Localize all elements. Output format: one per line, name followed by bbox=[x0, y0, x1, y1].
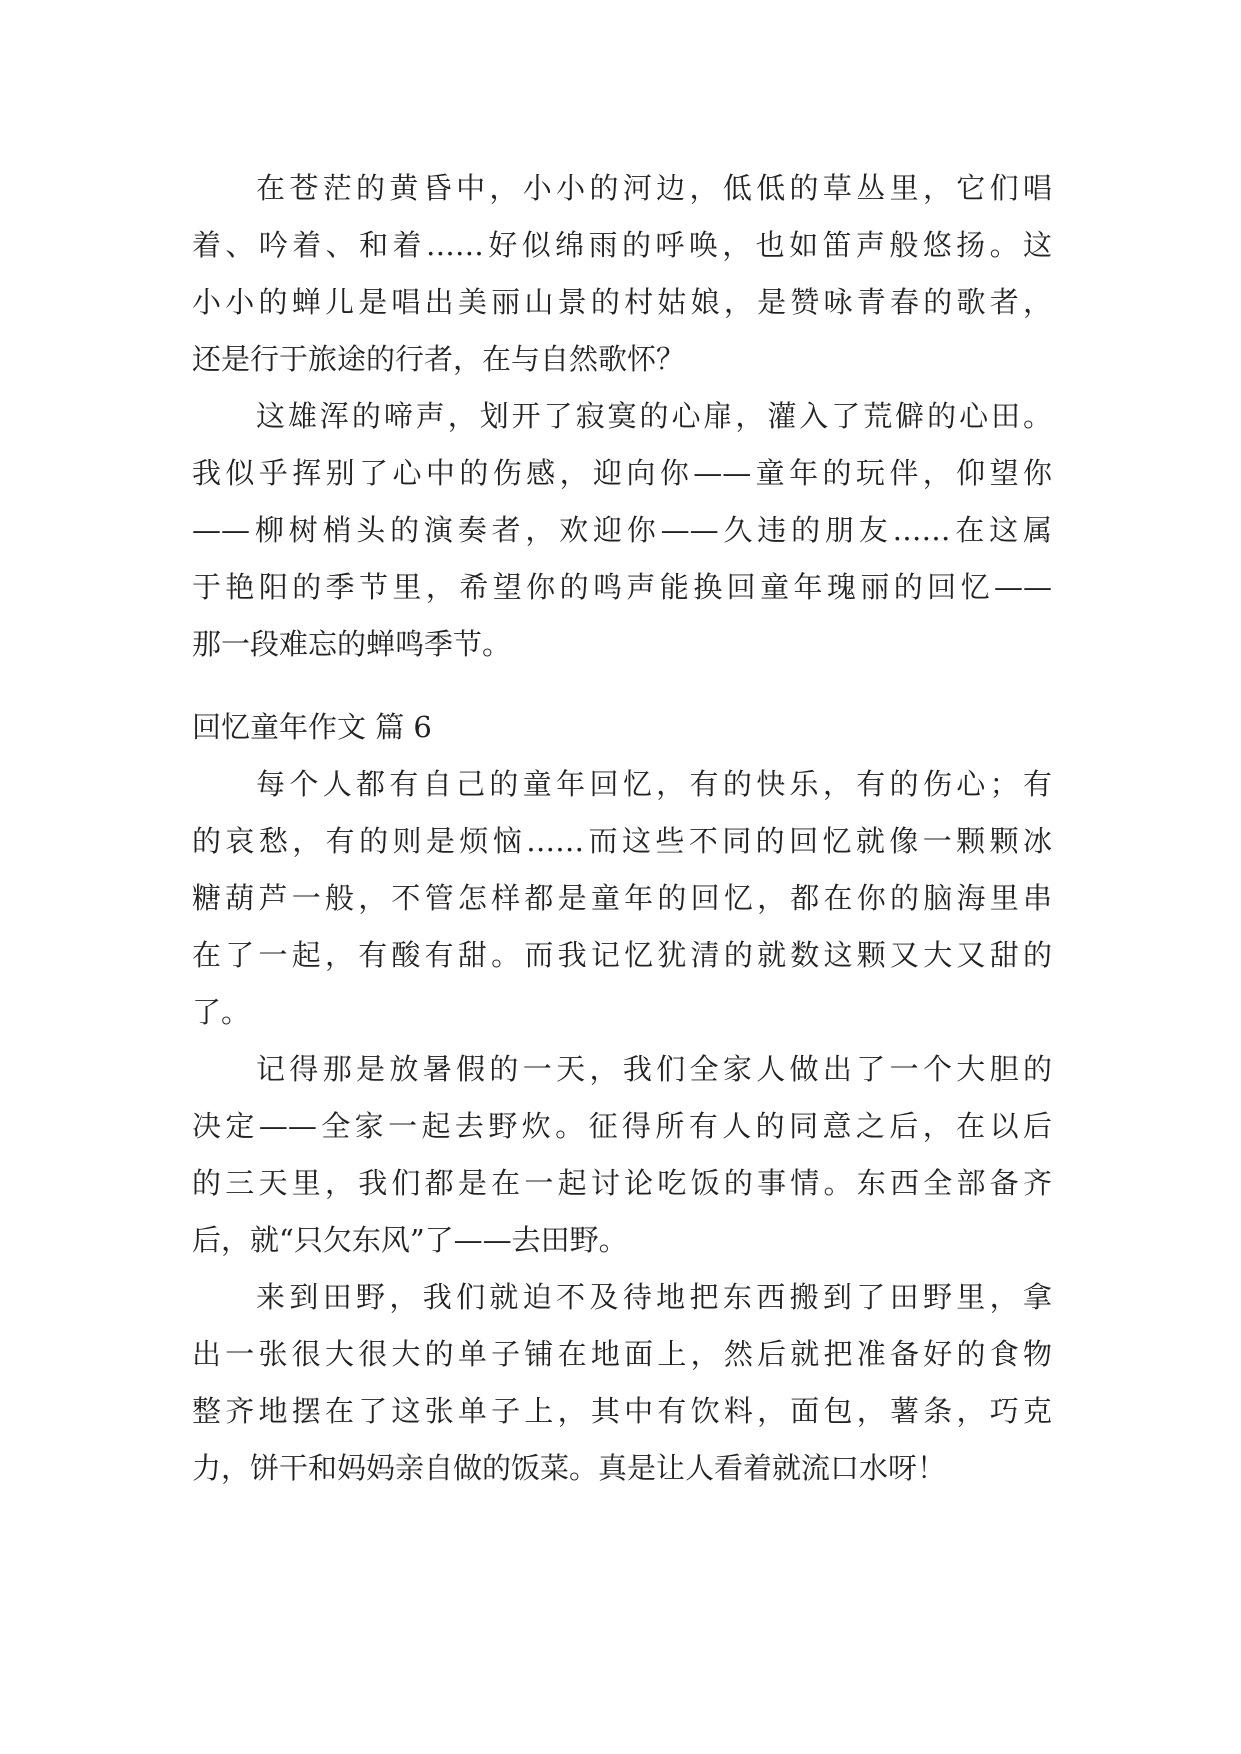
paragraph-line: 还是行于旅途的行者，在与自然歌怀？ bbox=[192, 342, 686, 376]
paragraph bbox=[192, 756, 1052, 1041]
paragraph bbox=[192, 1269, 1052, 1497]
paragraph-line: 决定——全家一起去野炊。征得所有人的同意之后，在以后 bbox=[192, 1109, 1052, 1143]
paragraph-line: 于艳阳的季节里，希望你的鸣声能换回童年瑰丽的回忆—— bbox=[192, 570, 1052, 604]
paragraph-line: 糖葫芦一般，不管怎样都是童年的回忆，都在你的脑海里串 bbox=[192, 881, 1052, 915]
paragraph-line: 我似乎挥别了心中的伤感，迎向你——童年的玩伴，仰望你 bbox=[192, 456, 1052, 490]
paragraph-line: 来到田野，我们就迫不及待地把东西搬到了田野里，拿 bbox=[256, 1280, 1052, 1314]
paragraph-line: 着、吟着、和着……好似绵雨的呼唤，也如笛声般悠扬。这 bbox=[192, 228, 1052, 262]
paragraph bbox=[192, 160, 1052, 388]
paragraph-line: 记得那是放暑假的一天，我们全家人做出了一个大胆的 bbox=[256, 1052, 1052, 1086]
paragraph-line: 在了一起，有酸有甜。而我记忆犹清的就数这颗又大又甜的 bbox=[192, 938, 1052, 972]
paragraph-line: 力，饼干和妈妈亲自做的饭菜。真是让人看着就流口水呀！ bbox=[192, 1451, 947, 1485]
section-title: 回忆童年作文 篇 6 bbox=[192, 710, 432, 744]
paragraph-line: 整齐地摆在了这张单子上，其中有饮料，面包，薯条，巧克 bbox=[192, 1394, 1052, 1428]
paragraph-line: 的哀愁，有的则是烦恼……而这些不同的回忆就像一颗颗冰 bbox=[192, 824, 1052, 858]
paragraph-line: 那一段难忘的蝉鸣季节。 bbox=[192, 627, 512, 661]
paragraph-line: 这雄浑的啼声，划开了寂寞的心扉，灌入了荒僻的心田。 bbox=[256, 399, 1052, 433]
paragraph-line: 了。 bbox=[192, 995, 251, 1029]
paragraph bbox=[192, 1041, 1052, 1269]
paragraph-line: 后，就“只欠东风”了——去田野。 bbox=[192, 1223, 628, 1257]
paragraph-line: 小小的蝉儿是唱出美丽山景的村姑娘，是赞咏青春的歌者， bbox=[192, 285, 1052, 319]
document-body bbox=[192, 160, 1052, 1497]
paragraph-line: 出一张很大很大的单子铺在地面上，然后就把准备好的食物 bbox=[192, 1337, 1052, 1371]
paragraph-line: 在苍茫的黄昏中，小小的河边，低低的草丛里，它们唱 bbox=[256, 171, 1052, 205]
paragraph-line: 的三天里，我们都是在一起讨论吃饭的事情。东西全部备齐 bbox=[192, 1166, 1052, 1200]
paragraph bbox=[192, 388, 1052, 673]
paragraph-line: 每个人都有自己的童年回忆，有的快乐，有的伤心；有 bbox=[256, 767, 1052, 801]
paragraph-line: ——柳树梢头的演奏者，欢迎你——久违的朋友……在这属 bbox=[192, 513, 1052, 547]
